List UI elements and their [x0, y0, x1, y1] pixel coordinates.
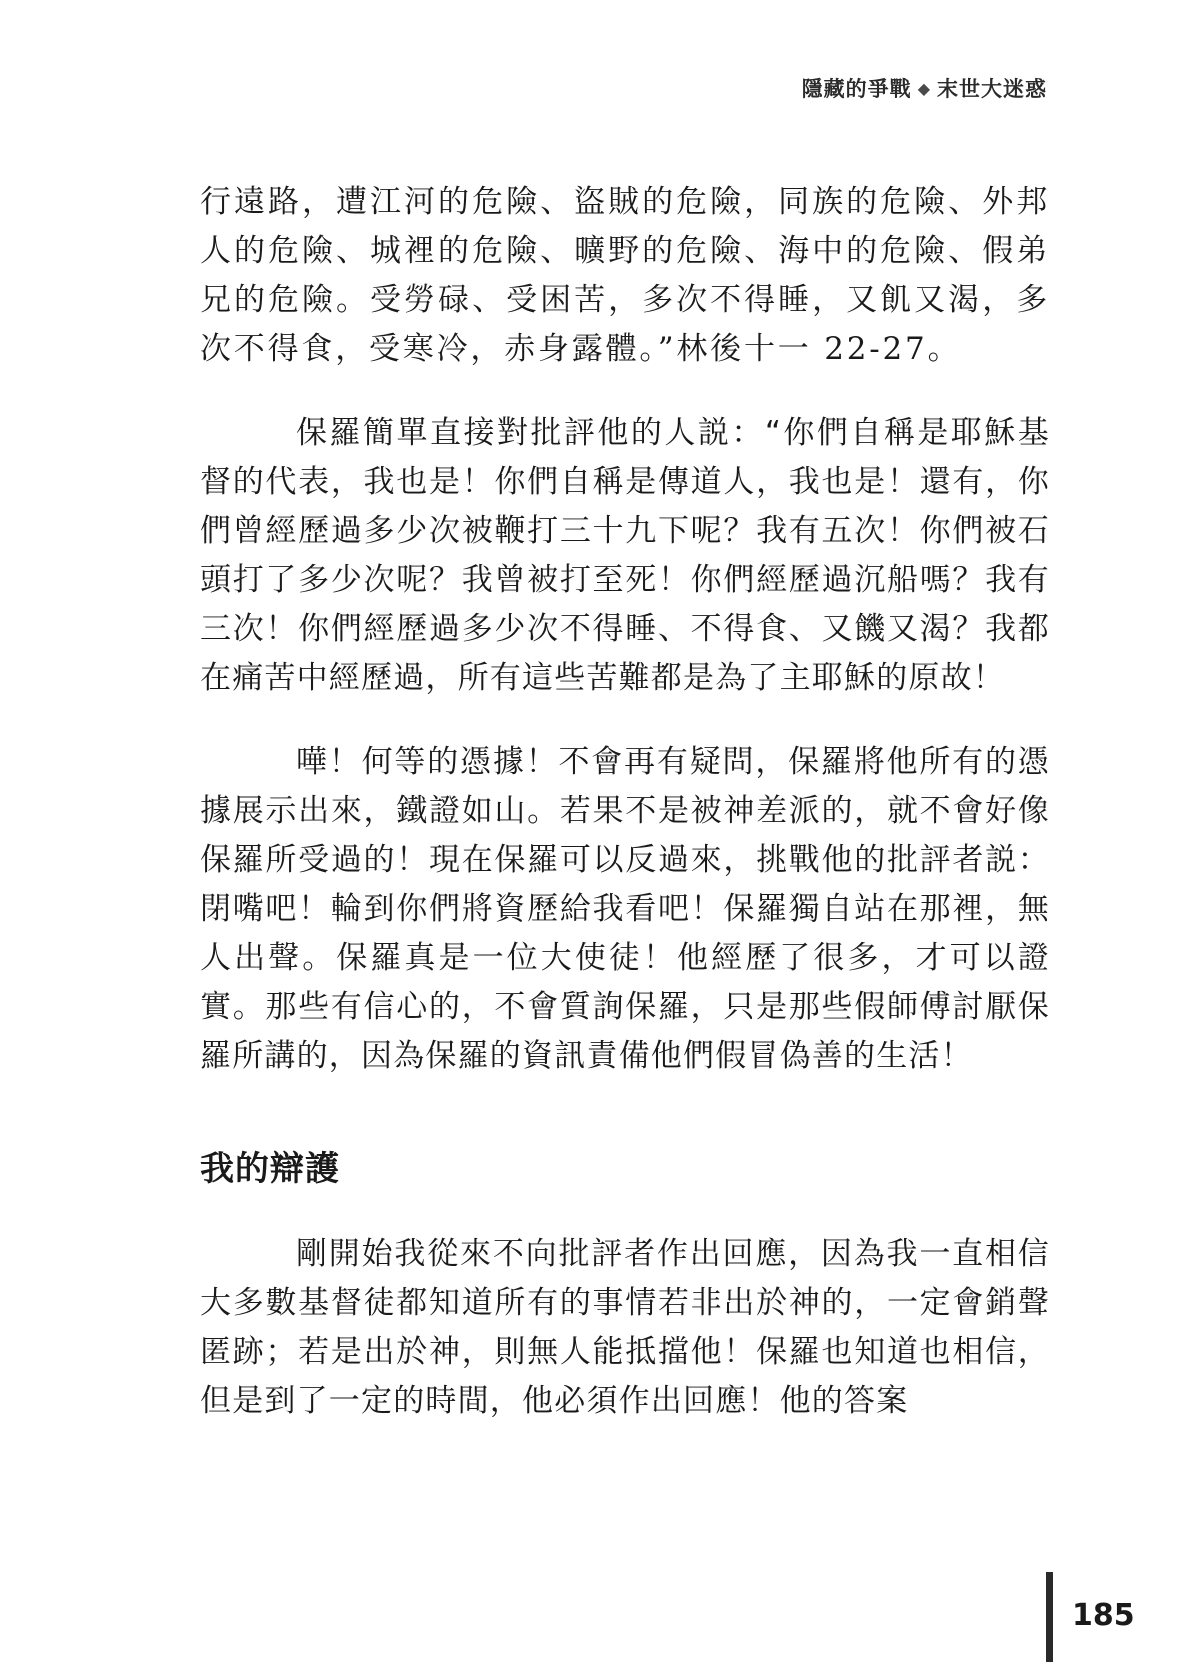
page-number: 185 [1072, 1598, 1135, 1633]
quote-continuation: 行遠路，遭江河的危險、盜賊的危險，同族的危險、外邦人的危險、城裡的危險、曠野的危險、海中的危險、假弟兄的危險。受勞碌、受困苦，多次不得睡，又飢又渴，多次不得食，受寒冷，赤身露體。”林後十一 22-27。 [200, 184, 1050, 367]
chapter-title: 末世大迷惑 [937, 77, 1047, 101]
section-heading: 我的辯護 [200, 1149, 340, 1189]
page-number-rule [1046, 1572, 1053, 1662]
diamond-separator-icon: ◆ [917, 79, 931, 98]
book-title: 隱藏的爭戰 [801, 77, 912, 101]
page-body [200, 178, 1050, 1426]
body-paragraph: 嘩！何等的憑據！不會再有疑問，保羅將他所有的憑據展示出來，鐵證如山。若果不是被神差派的，就不會好像保羅所受過的！現在保羅可以反過來，挑戰他的批評者説：閉嘴吧！輪到你們將資歷給我看吧！保羅獨自站在那裡，無人出聲。保羅真是一位大使徒！他經歷了很多，才可以證實。那些有信心的，不會質詢保羅，只是那些假師傅討厭保羅所講的，因為保羅的資訊責備他們假冒偽善的生活！ [200, 744, 1050, 1074]
running-header [802, 73, 1047, 103]
body-paragraph: 保羅簡單直接對批評他的人説：“你們自稱是耶穌基督的代表，我也是！你們自稱是傳道人，我也是！還有，你們曾經歷過多少次被鞭打三十九下呢？我有五次！你們被石頭打了多少次呢？我曾被打至死！你們經歷過沉船嗎？我有三次！你們經歷過多少次不得睡、不得食、又饑又渴？我都在痛苦中經歷過，所有這些苦難都是為了主耶穌的原故！ [200, 415, 1050, 696]
body-paragraph: 剛開始我從來不向批評者作出回應，因為我一直相信大多數基督徒都知道所有的事情若非出於神的，一定會銷聲匿跡；若是出於神，則無人能抵擋他！保羅也知道也相信，但是到了一定的時間，他必須作出回應！他的答案 [200, 1236, 1050, 1419]
